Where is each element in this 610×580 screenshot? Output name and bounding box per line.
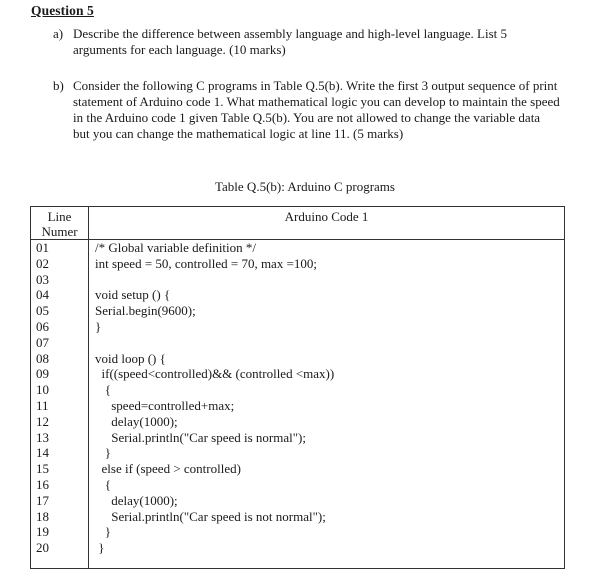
code-line: void loop () { <box>95 350 166 366</box>
part-b-line-2: statement of Arduino code 1. What mathematical logic you can develop to maintain the speed <box>73 94 560 109</box>
part-b-line-4 <box>73 126 581 142</box>
part-a-marks: (10 marks) <box>229 42 286 57</box>
part-a-line-2 <box>73 42 581 58</box>
line-number: 15 <box>36 461 49 477</box>
code-line: } <box>95 540 105 556</box>
part-b-label: b) <box>53 78 64 93</box>
code-line: void setup () { <box>95 287 171 303</box>
code-line: } <box>95 318 102 334</box>
code-line: Serial.println("Car speed is not normal"); <box>95 508 326 524</box>
line-number-column <box>36 240 49 556</box>
part-b-line-4-text: but you can change the mathematical logic at line 11. <box>73 126 350 141</box>
line-number: 07 <box>36 334 49 350</box>
part-a-label: a) <box>53 26 64 41</box>
part-b-marks: (5 marks) <box>353 126 404 141</box>
line-number: 12 <box>36 413 49 429</box>
code-line: else if (speed > controlled) <box>95 461 241 477</box>
line-number: 04 <box>36 287 49 303</box>
part-a-line-2-text: arguments for each language. <box>73 42 226 57</box>
line-number: 01 <box>36 240 49 255</box>
line-number: 18 <box>36 508 49 524</box>
code-line: if((speed<controlled)&& (controlled <max)) <box>95 366 335 382</box>
line-number: 08 <box>36 350 49 366</box>
line-number-header-2: Numer <box>41 224 78 239</box>
line-number-header <box>31 209 88 239</box>
code-line: { <box>95 382 111 398</box>
code-line <box>95 335 334 351</box>
question-title: Question 5 <box>31 3 94 18</box>
code-line: Serial.begin(9600); <box>95 303 196 319</box>
table-caption: Table Q.5(b): Arduino C programs <box>215 179 395 194</box>
code-line: delay(1000); <box>95 413 178 429</box>
code-line: } <box>95 445 111 461</box>
line-number: 13 <box>36 429 49 445</box>
line-number: 19 <box>36 524 49 540</box>
code-line: speed=controlled+max; <box>95 397 235 413</box>
part-b-line-3: in the Arduino code 1 given Table Q.5(b). You are not allowed to change the variable data <box>73 110 541 125</box>
code-line <box>95 272 334 288</box>
line-number: 05 <box>36 303 49 319</box>
code-table <box>30 206 565 569</box>
code-column-header: Arduino Code 1 <box>284 209 369 224</box>
line-number: 14 <box>36 445 49 461</box>
code-column <box>95 240 334 556</box>
part-b-line-1: Consider the following C programs in Table Q.5(b). Write the first 3 output sequence of print <box>73 78 558 93</box>
line-number: 16 <box>36 476 49 492</box>
line-number-header-1: Line <box>47 209 72 224</box>
code-line: { <box>95 476 111 492</box>
line-number: 06 <box>36 318 49 334</box>
part-a-line-1: Describe the difference between assembly language and high-level language. List 5 <box>73 26 508 41</box>
line-number: 20 <box>36 540 49 556</box>
column-divider <box>88 207 89 568</box>
code-line: delay(1000); <box>95 492 178 508</box>
code-line: int speed = 50, controlled = 70, max =100; <box>95 255 318 271</box>
part-a-text <box>73 26 581 58</box>
code-line: /* Global variable definition */ <box>95 240 257 255</box>
code-line: Serial.println("Car speed is normal"); <box>95 429 306 445</box>
part-b-text <box>73 78 581 142</box>
line-number: 10 <box>36 382 49 398</box>
code-line: } <box>95 524 111 540</box>
line-number: 03 <box>36 271 49 287</box>
line-number: 09 <box>36 366 49 382</box>
line-number: 17 <box>36 492 49 508</box>
line-number: 11 <box>36 397 49 413</box>
line-number: 02 <box>36 255 49 271</box>
